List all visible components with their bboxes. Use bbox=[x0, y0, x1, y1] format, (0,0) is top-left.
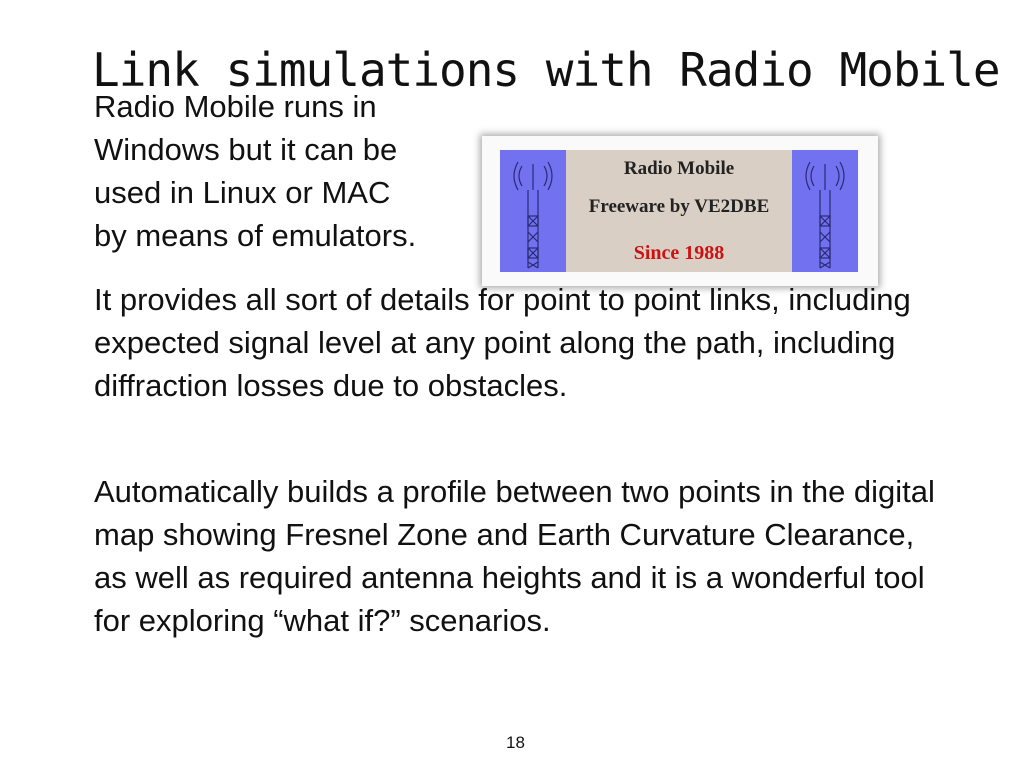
paragraph-line: Windows but it can be bbox=[94, 132, 398, 167]
radio-tower-icon bbox=[500, 150, 566, 272]
splash-title: Radio Mobile bbox=[623, 158, 735, 179]
paragraph-line: Radio Mobile runs in bbox=[94, 89, 377, 124]
tower-panel-left bbox=[500, 150, 566, 272]
tower-panel-right bbox=[792, 150, 858, 272]
paragraph-line: by means of emulators. bbox=[94, 218, 417, 253]
splash-canvas bbox=[500, 150, 858, 272]
splash-author: Freeware by VE2DBE bbox=[588, 196, 770, 217]
splash-since: Since 1988 bbox=[633, 242, 725, 264]
radio-mobile-splash-image bbox=[482, 136, 878, 286]
paragraph-details: It provides all sort of details for point to point links, including expected signal level at any point along the path, including diffraction losses due to obstacles. bbox=[94, 282, 911, 403]
paragraph-profile: Automatically builds a profile between two points in the digital map showing Fresnel Zone and Earth Curvature Clearance, as well as required antenna heights and it is a wonderful tool for exploring “what if?” scenarios. bbox=[94, 474, 935, 638]
paragraph-line: used in Linux or MAC bbox=[94, 175, 391, 210]
slide-title: Link simulations with Radio Mobile bbox=[92, 43, 1000, 97]
paragraph-emulators bbox=[94, 85, 416, 257]
page-number: 18 bbox=[506, 733, 525, 752]
radio-tower-icon bbox=[792, 150, 858, 272]
